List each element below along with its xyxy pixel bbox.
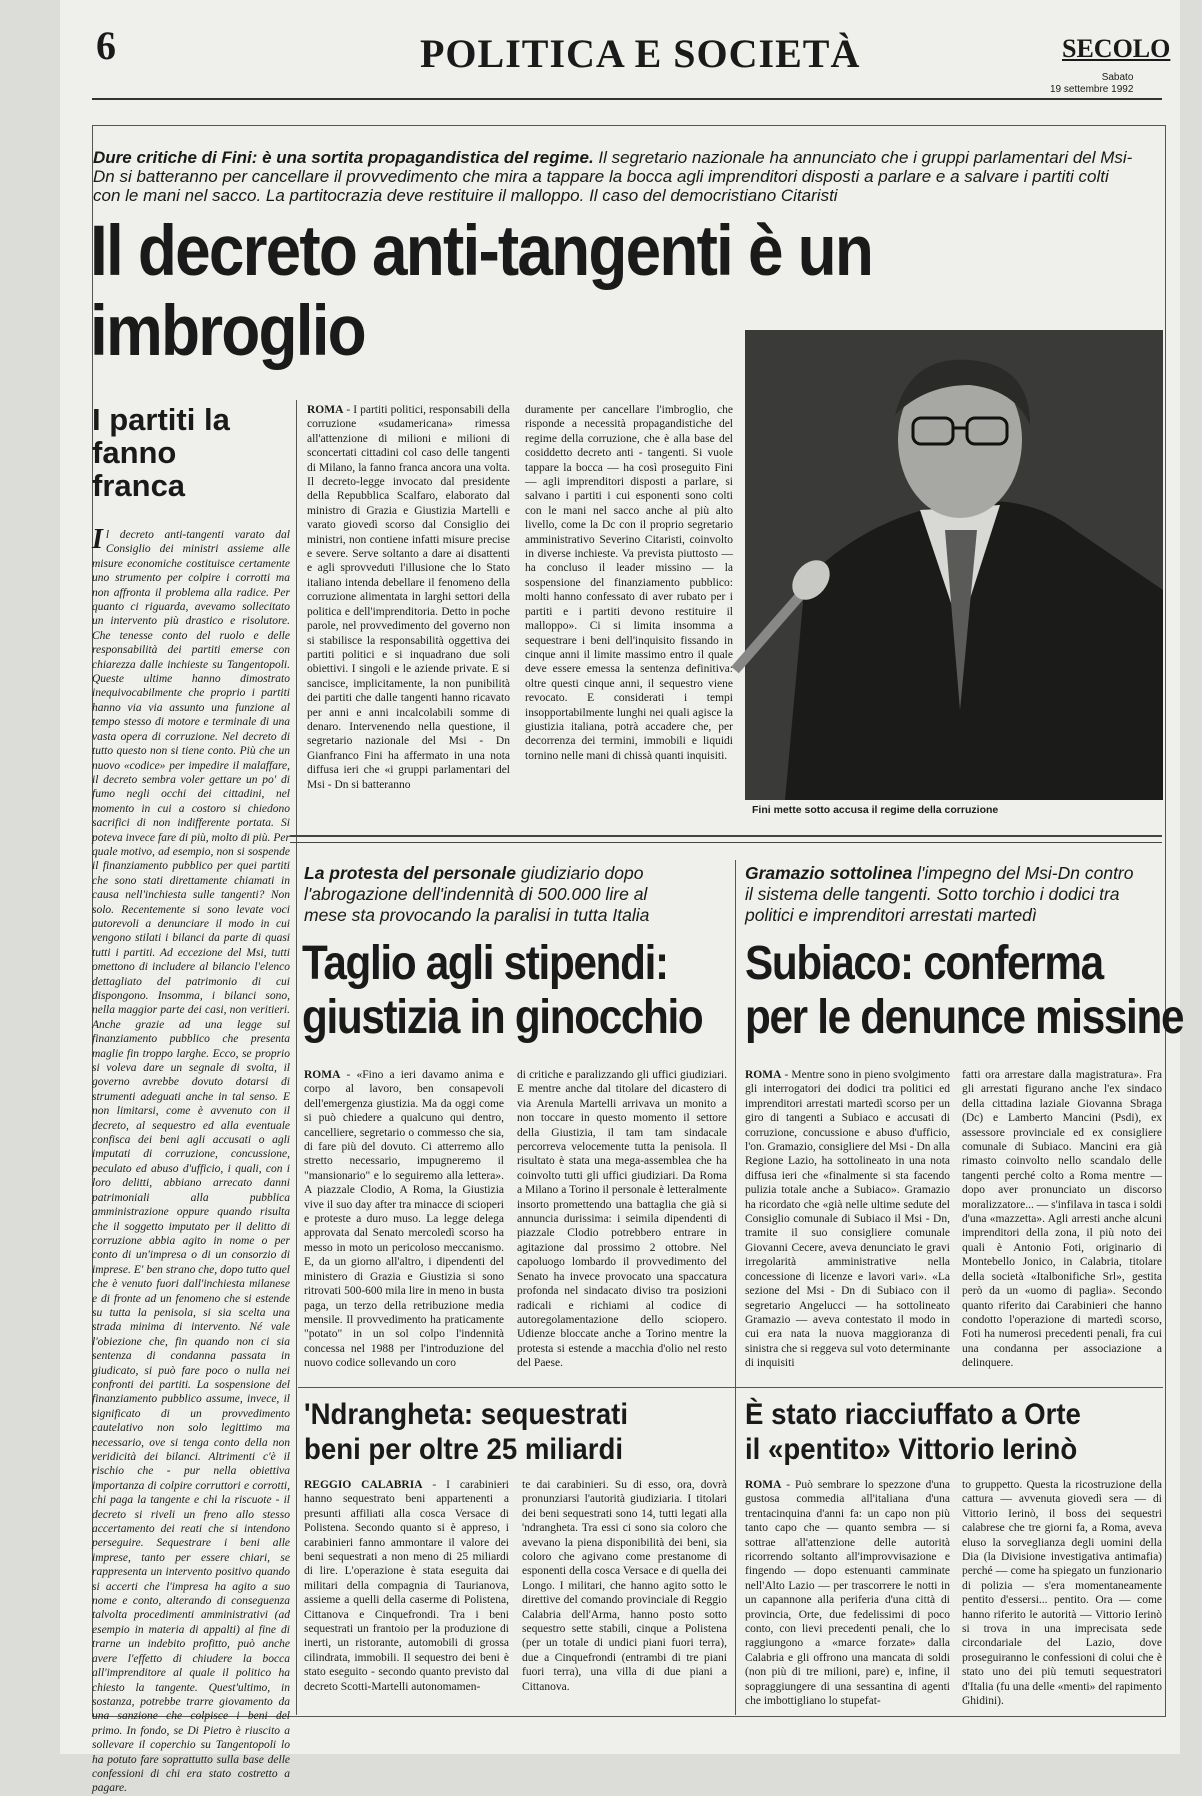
lead-column-2 [525, 403, 733, 848]
ndrangheta-column-2-text: te dai carabinieri. Su di esso, ora, dovrà pronunziarsi l'autorità giudiziaria. I titolari dei beni sequestrati sono 14, tutti legati alla 'ndrangheta. Tra essi ci sono sia coloro che avevano la piena disponibilità dei beni, sia coloro che agivano come prestanome di esponenti della cosca Versace e di quella dei Longo. I militari, che hanno agito sotto le direttive del comando provinciale di Reggio Calabria dell'Arma, hanno posto sotto sequestro sette stabili, cinque a Polistena (per un totale di undici piani fuori terra), due a Cinquefrondi (entrambi di tre piani fuori terra), una villa di due piani a Cittanova. [522, 1479, 727, 1693]
justice-kicker [304, 863, 684, 926]
justice-byline: ROMA [304, 1069, 341, 1081]
lead-column-1-text: - I partiti politici, responsabili della corruzione «sudamericana» rimessa all'attenzione di milioni e milioni di sconcertati cittadini col caso delle tangenti di Milano, la fanno franca ancora una volta. Il decreto-legge invocato dal presidente della Repubblica Scalfaro, elaborato dal ministro di Grazia e Giustizia Martelli e varato giovedì scorso dal Consiglio dei ministri, non contiene infatti misure precise e severe. Serve soltanto a dare ai disattenti e agli sprovveduti l'illusione che lo Stato italiano intenda debellare il fenomeno della corruzione alimentata in larghi settori della politica e dell'imprenditoria. Detto in poche parole, nel provvedimento del governo non si stabilisce la responsabilità oggettiva dei partiti politici e si inquadrano due soli obiettivi. I singoli e le aziende private. E si sancisce, implicitamente, la non punibilità dei partiti che dalle tangenti hanno ricavato per anni e anni incalcolabili somme di denaro. Intervenendo nella questione, il segretario nazionale del Msi - Dn Gianfranco Fini ha affermato in una nota diffusa ieri che «i gruppi parlamentari del Msi - Dn si batteranno [307, 404, 510, 791]
lead-byline: ROMA [307, 404, 344, 416]
masthead: SECOLO [1062, 34, 1171, 63]
photo-caption: Fini mette sotto accusa il regime della corruzione [752, 804, 999, 816]
subiaco-headline-line-2: per le denunce missine [745, 991, 1184, 1044]
lead-summary-rest: Il segretario nazionale ha annunciato che i gruppi parlamentari del Msi-Dn si batteranno per cancellare il provvedimento che mira a tappare la bocca agli imprenditori disposti a parlare e a salvare i partiti colti con le mani nel sacco. La partitocrazia deve restituire il malloppo. Il caso del democristiano Citaristi [93, 148, 1133, 205]
editorial-text: l decreto anti-tangenti varato dal Consiglio dei ministri assieme alle misure economiche costituisce certamente uno strumento per colpire i corrotti ma non affronta il problema alla radice. Per quanto ci riguarda, avevamo sollecitato un intervento più drastico e risolutore. Che tenesse conto del ruolo e delle responsabilità dei partiti emerse con chiarezza dalle inchieste su Tangentopoli. Queste ultime hanno dimostrato inequivocabilmente che proprio i partiti hanno via via assunto una funzione al tempo stesso di motore e terminale di una vasta opera di corruzione. Nel decreto di tutto questo non si tiene conto. Più che un nuovo «codice» per impedire il malaffare, il decreto sembra voler gettare un po' di fumo negli occhi dei cittadini, nel momento in cui a costoro si chiedono sacrifici di non indifferente portata. Si poteva invece fare di più, molto di più. Per quale motivo, ad esempio, non si sospende il finanziamento pubblico per quei partiti che sono stati direttamente chiamati in causa nell'inchiesta sulle tangenti? Non solo. Recentemente si sono levate voci autorevoli a denunciare il modo in cui vengono stilati i bilanci da parte di quasi tutti i partiti. Ad eccezione del Msi, tutti omettono di includere al bilancio l'elenco dettagliato del patrimonio di cui dispongono. Insomma, i bilanci sono, nella maggior parte dei casi, non veritieri. Anche grazie ad una legge sul finanziamento pubblico che presenta maglie fin troppo larghe. Ecco, se proprio si voleva dare un segnale di svolta, il governo avrebbe dovuto dotarsi di strumenti adeguati anche in tal senso. E non limitarsi, come è avvenuto con il decreto, al sequestro ed alla eventuale confisca dei beni agli accusati o agli imputati di corruzione, concussione, peculato ed abuso d'ufficio, i quali, con i loro delitti, abbiano arrecato danni patrimoniali alla pubblica amministrazione oppure quando risulta che il soggetto imputato per il delitto di corruzione abbia agito in nome o per conto di un'impresa o di un consorzio di imprese. E' ben strano che, dopo tutto quel che è venuto fuori dall'inchiesta milanese e di fronte ad un fenomeno che si estende su tutta la penisola, si sia scelta una strada minima di intervento. Né vale l'obiezione che, fin quando non ci sia sentenza di condanna passata in giudicato, si può fare poco o nulla nei confronti dei partiti. La sospensione del finanziamento pubblico assume, invece, il significato di un provvedimento cautelativo non solo legittimo ma necessario, ove si tenga conto della non veridicità dei bilanci. Altrimenti c'è il rischio che - pur nella obiettiva importanza di colpire corruttori e corrotti, chi paga la tangente e chi la riscuote - il decreto si riveli un freno allo stesso accertamento dei reati che si intendono perseguire. Sequestrare i beni alle imprese, tanto per essere chiari, se rappresenta un intervento positivo quando si accerti che l'impresa ha agito a suo nome e conto, alterando di conseguenza talvolta procedimenti amministrativi (ad esempio in materia di appalti) al fine di trarne un indebito profitto, può anche avere l'effetto di chiudere la bocca all'imprenditore al quale il politico ha chiesto la tangente. Quest'ultimo, in sostanza, potrebbe trarre giovamento da una sanzione che colpisce i beni del primo. In fondo, se Di Pietro è riuscito a sollevare il coperchio su Tangentopoli lo ha potuto fare soprattutto sulla base delle confessioni di chi era stato costretto a pagare. [92, 529, 290, 1795]
editorial-dropcap: I [92, 524, 103, 555]
subiaco-column-1 [745, 1068, 950, 1375]
subiaco-kicker-rest: l'impegno del Msi-Dn contro il sistema delle tangenti. Sotto torchio i dodici tra politici e imprenditori arrestati martedì [745, 863, 1134, 925]
justice-kicker-lead: La protesta del personale [304, 863, 517, 883]
section-divider [290, 835, 1162, 843]
ndrangheta-column-1-text: - I carabinieri hanno sequestrato beni appartenenti a presunti affiliati alla cosca Versace di Polistena. Secondo quanto si è appreso, i carabinieri fanno ammontare il valore dei beni sequestrati a non meno di 25 miliardi di lire. L'operazione è stata eseguita dai militari della compagnia di Taurianova, assieme a quelli della caserme di Polistena, Cittanova e Cinquefrondi. Tra i beni sequestrati un frantoio per la produzione di inerti, un ristorante, automobili di grossa cilindrata, immobili. Il sequestro dei beni è stato eseguito - secondo quanto previsto dal decreto Scotti-Martelli autonomamen- [304, 1479, 509, 1693]
lead-column-1 [307, 403, 510, 848]
editorial-headline: I partiti la fanno franca [92, 402, 230, 503]
portrait-illustration [745, 330, 1163, 800]
justice-column-1-text: - «Fino a ieri davamo anima e corpo al lavoro, ben consapevoli dell'emergenza giustizia. Ma da oggi come si può chiedere a qualcuno qui dentro, cancelliere, segretario o commesso che sia, di fare più del dovuto. Ci atterremo allo stretto necessario, impugneremo il "mansionario" e lo seguiremo alla lettera». A piazzale Clodio, A Roma, la Giustizia vive il suo day after tra minacce di scioperi e proteste a duro muso. La legge delega approvata dal Senato mercoledì scorso ha messo in moto un pericoloso meccanismo. E, da un giorno all'altro, i dipendenti del ministero di Grazia e Giustizia si sono ritrovati 500-600 mila lire in meno in busta paga, un terzo della retribuzione media mensile. Il provvedimento ha praticamente "potato" in un sol colpo l'indennità concessa nel 1988 per l'introduzione del nuovo codice sollevando un coro [304, 1069, 504, 1370]
subiaco-byline: ROMA [745, 1069, 782, 1081]
lead-summary-lead: Dure critiche di Fini: è una sortita propagandistica del regime. [93, 148, 594, 167]
orte-byline: ROMA [745, 1479, 782, 1491]
justice-column-2 [517, 1068, 727, 1375]
lead-summary [93, 148, 1138, 205]
bottom-divider [298, 1387, 1163, 1388]
lead-column-2-text: duramente per cancellare l'imbroglio, che risponde a necessità propagandistiche del regime della corruzione, che è alla base del cosiddetto decreto anti - tangenti. Si vuole tappare la bocca — ha così proseguito Fini — agli imprenditori disposti a parlare, si salvano i partiti i cui esponenti sono colti con le mani nel sacco anche al più alto livello, come la Dc con il proprio segretario amministrativo Severino Citaristi, coinvolto in diverse inchieste. Va prevista piuttosto — ha concluso il leader missino — la sospensione del finanziamento pubblico: molti hanno confessato di aver rubato per i partiti e i partiti devono restituire il malloppo». Ci si limita insomma a sequestrare i beni dell'inquisito fissando in cinque anni il limite massimo entro il quale deve essere emessa la sentenza definitiva: oltre questi cinque anni, il sequestro viene revocato. E considerati i tempi insopportabilmente lunghi nei quali agisce la giustizia italiana, potrà accadere che, per decorrenza dei termini, immobili e liquidi tornino nelle mani di chissà quanti inquisiti. [525, 404, 733, 762]
subiaco-column-2 [962, 1068, 1162, 1375]
dateline-date: 19 settembre 1992 [1050, 84, 1134, 95]
justice-kicker-rest: giudiziario dopo l'abrogazione dell'indennità di 500.000 lire al mese sta provocando la paralisi in tutta Italia [304, 863, 650, 925]
fini-photo [745, 330, 1163, 800]
subiaco-column-1-text: - Mentre sono in pieno svolgimento gli interrogatori dei dodici tra politici ed imprenditori arrestati martedì scorso per un giro di tangenti a Subiaco e accusati di corruzione, concussione e abuso d'ufficio, l'on. Gramazio, consigliere del Msi - Dn alla Regione Lazio, ha sottolineato in una nota diffusa ieri che «finalmente si sta facendo pulizia totale anche a Subiaco». Gramazio ha ricordato che «già nelle ultime sedute del Consiglio comunale di Subiaco il Msi - Dn, tramite il suo consigliere comunale Giovanni Cecere, aveva denunciato le gravi irregolarità amministrative nella concessione di licenze e lavori vari». «La sezione del Msi - Dn di Subiaco con il segretario Angelucci — ha sottolineato Gramazio — aveva contestato il modo in cui era nata la nuova maggioranza di sinistra che si reggeva sul voto determinante di inquisiti [745, 1069, 950, 1370]
subiaco-kicker-lead: Gramazio sottolinea [745, 863, 913, 883]
dateline-day: Sabato [1101, 72, 1134, 83]
ndrangheta-headline-line-2: beni per oltre 25 miliardi [304, 1433, 624, 1466]
justice-headline-line-1: Taglio agli stipendi: [302, 937, 668, 990]
subiaco-headline-line-1: Subiaco: conferma [745, 937, 1103, 990]
subiaco-column-2-text: fatti ora arrestare dalla magistratura». Fra gli arrestati figurano anche l'ex sindaco della cittadina laziale Giovanna Sbraga (Dc) e Lamberto Mancini (Psdi), ex assessore provinciale ed ex consigliere comunale di Subiaco. Mancini era già rimasto coinvolto nello scandalo delle tangenti perché colto a Roma mentre — dopo aver pronunciato un discorso moralizzatore... — s'infilava in tasca i soldi d'una «mazzetta». Agli arresti anche alcuni imprenditori della zona, il più noto dei quali è Antonio Foti, originario di Montebello Jonico, in Calabria, titolare della società «Italbonifiche Srl», gestita però da un «uomo di paglia». Secondo quanto riferito dai Carabinieri che hanno condotto l'operazione di martedì scorso, Foti ha numerosi precedenti penali, fra cui una condanna per associazione a delinquere. [962, 1069, 1162, 1370]
justice-column-1 [304, 1068, 504, 1375]
column-divider [296, 400, 297, 1715]
lead-headline: Il decreto anti-tangenti è un imbroglio [90, 212, 873, 371]
orte-column-2-text: to gruppetto. Questa la ricostruzione della cattura — avvenuta giovedì sera — di Vittorio Ierinò, il boss dei sequestri calabrese che tre giorni fa, a Roma, aveva eluso la sorveglianza degli uomini della Dia (la Divisione investigativa antimafia) perché — come ha spiegato un funzionario di polizia — s'era momentaneamente pentito d'essersi... pentito. Ora — come hanno riferito le autorità — Vittorio Ierinò si trova in una imprecisata sede circondariale del Lazio, dove proseguiranno le confessioni di colui che è stato uno dei più temuti sequestratori d'Italia (fu una delle «menti» del rapimento Ghidini). [962, 1479, 1162, 1708]
justice-column-2-text: di critiche e paralizzando gli uffici giudiziari. E mentre anche dal titolare del dicastero di via Arenula Martelli arrivava un monito a non toccare in questo momento il settore della Giustizia, il tam tam sindacale percorreva velocemente tutta la penisola. Il risultato è stata una mega-assemblea che ha coinvolto tutti gli uffici giudiziari. Da Roma a Milano a Torino il personale è letteralmente insorto promettendo una battaglia che già si annuncia durissima: i seimila dipendenti di piazzale Clodio potrebbero entrare in agitazione dal prossimo 2 ottobre. Nel capoluogo lombardo il provvedimento del Senato ha invece provocato una spaccatura profonda nel sindacato diviso tra posizioni radicali e richiami al codice di autoregolamentazione dello sciopero. Udienze bloccate anche a Torino mentre la protesta si estende a macchia d'olio nel resto del Paese. [517, 1069, 727, 1370]
section-title: POLITICA E SOCIETÀ [420, 31, 861, 76]
column-divider [735, 860, 736, 1715]
editorial-column [92, 524, 290, 1795]
orte-column-1 [745, 1478, 950, 1713]
orte-headline-line-1: È stato riacciuffato a Orte [745, 1398, 1081, 1431]
orte-headline-line-2: il «pentito» Vittorio Ierinò [745, 1433, 1078, 1466]
ndrangheta-byline: REGGIO CALABRIA [304, 1479, 423, 1491]
justice-headline-line-2: giustizia in ginocchio [302, 991, 703, 1044]
ndrangheta-column-2 [522, 1478, 727, 1713]
orte-column-2 [962, 1478, 1162, 1713]
orte-column-1-text: - Può sembrare lo spezzone d'una gustosa commedia all'italiana d'una trentacinquina d'anni fa: un capo non più tanto capo che — quanto sembra — si sottrae all'attenzione delle autorità ricorrendo soltanto all'improvvisazione e fingendo — dopo estenuanti camminate nell'Alto Lazio — per trascorrere le notti in un capannone alla periferia d'una città di provincia, Orte, due fedelissimi di poco conto, con lievi precedenti penali, che lo raggiungono a «marce forzate» dalla Calabria e gli offrono una mancata di soldi (non più di tre milioni, pare) e, infine, il sopraggiungere di una sessantina di agenti che imbottigliano lo stupefat- [745, 1479, 950, 1708]
ndrangheta-column-1 [304, 1478, 509, 1713]
page-number: 6 [96, 23, 116, 68]
ndrangheta-headline-line-1: 'Ndrangheta: sequestrati [304, 1398, 629, 1431]
subiaco-kicker [745, 863, 1145, 926]
dateline [1050, 72, 1133, 96]
header-rule [92, 98, 1162, 100]
